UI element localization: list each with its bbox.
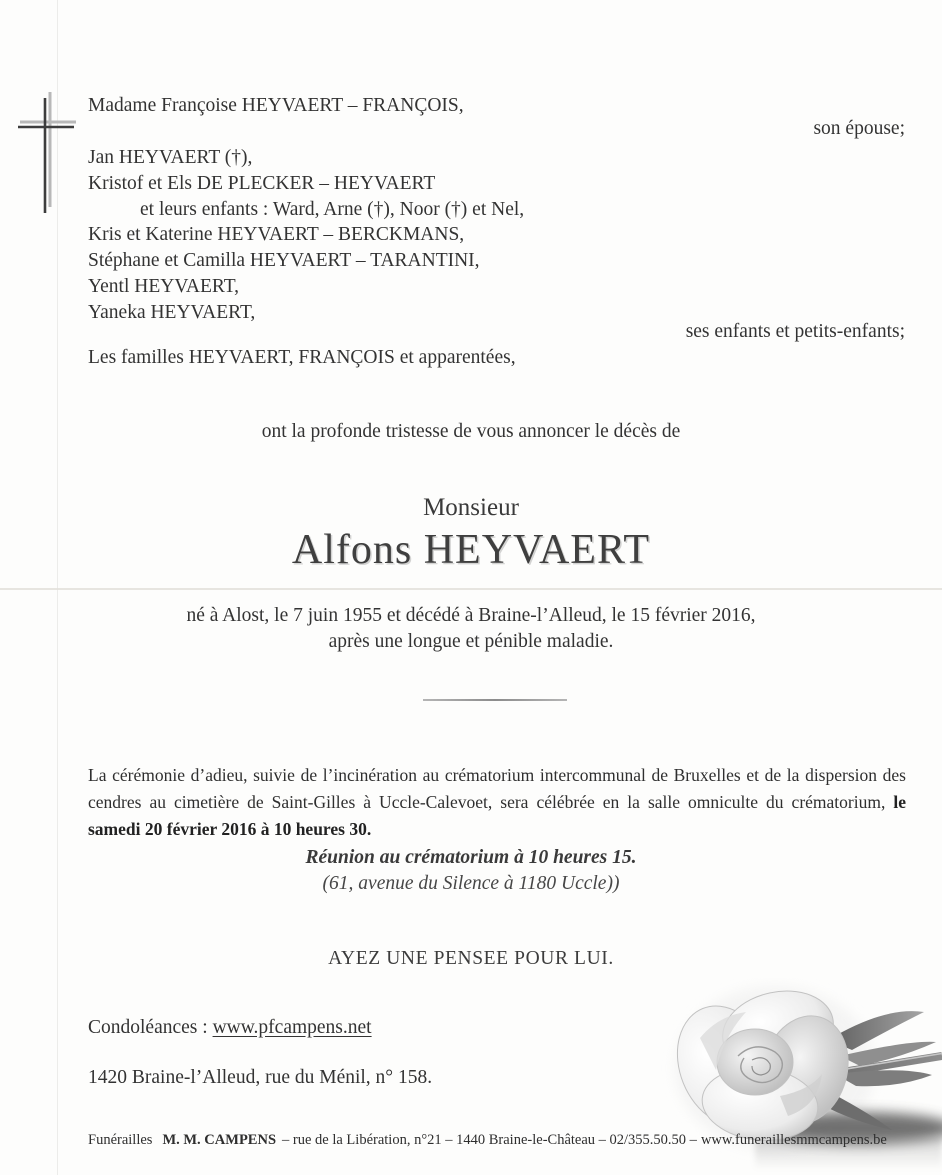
grandchildren-line: et leurs enfants : Ward, Arne (†), Noor (†) et Nel,: [140, 198, 525, 220]
deceased-name: Alfons HEYVAERT: [291, 527, 651, 573]
spouse-role-line: son épouse;: [813, 118, 905, 139]
scan-fold-line-horizontal: [0, 588, 942, 590]
footer-details: – rue de la Libération, n°21 – 1440 Braine-le-Château – 02/355.50.50 –: [282, 1132, 697, 1148]
meeting-address-line: (61, avenue du Silence à 1180 Uccle)): [322, 873, 620, 894]
footer-prefix: Funérailles: [88, 1132, 153, 1148]
condolences-line: [88, 1016, 372, 1040]
ceremony-paragraph: [88, 762, 906, 844]
life-dates-line: né à Alost, le 7 juin 1955 et décédé à Braine-l’Alleud, le 15 février 2016,: [186, 605, 756, 626]
section-divider: [423, 699, 567, 701]
footer-website: www.funeraillesmmcampens.be: [700, 1132, 887, 1148]
memorial-cross-icon: [10, 82, 90, 222]
deceased-honorific: Monsieur: [423, 494, 519, 521]
footer-funeral-home-name: M. M. CAMPENS: [162, 1132, 277, 1148]
illness-line: après une longue et pénible maladie.: [328, 631, 614, 652]
child-line: Jan HEYVAERT (†),: [88, 147, 253, 168]
condolences-label: Condoléances :: [88, 1017, 213, 1038]
child-line: Yaneka HEYVAERT,: [88, 301, 256, 323]
meeting-time-line: Réunion au crématorium à 10 heures 15.: [305, 847, 637, 868]
tribute-line: AYEZ UNE PENSEE POUR LUI.: [328, 948, 614, 969]
announcement-line: ont la profonde tristesse de vous annoncer le décès de: [261, 421, 681, 442]
spouse-name-line: Madame Françoise HEYVAERT – FRANÇOIS,: [88, 95, 464, 116]
child-line: Yentl HEYVAERT,: [88, 275, 240, 297]
condolences-url-link[interactable]: www.pfcampens.net: [212, 1017, 372, 1038]
child-line: Kris et Katerine HEYVAERT – BERCKMANS,: [88, 224, 465, 246]
child-line: Kristof et Els DE PLECKER – HEYVAERT: [88, 172, 436, 194]
children-role-line: ses enfants et petits-enfants;: [685, 321, 905, 342]
ceremony-date: le samedi 20 février 2016 à 10 heures 30.: [88, 791, 906, 840]
children-list: [88, 145, 524, 326]
home-address-line: 1420 Braine-l’Alleud, rue du Ménil, n° 158.: [88, 1067, 433, 1088]
families-line: Les familles HEYVAERT, FRANÇOIS et apparentées,: [88, 347, 516, 368]
ceremony-text: La cérémonie d’adieu, suivie de l’incinération au crématorium intercommunal de Bruxelles et de la dispersion des cendres au cimetière de Saint-Gilles à Uccle-Calevoet, sera célébrée en la salle omniculte du crématorium,: [88, 764, 906, 812]
funeral-home-footer: [88, 1132, 887, 1149]
child-line: Stéphane et Camilla HEYVAERT – TARANTINI,: [88, 250, 480, 272]
